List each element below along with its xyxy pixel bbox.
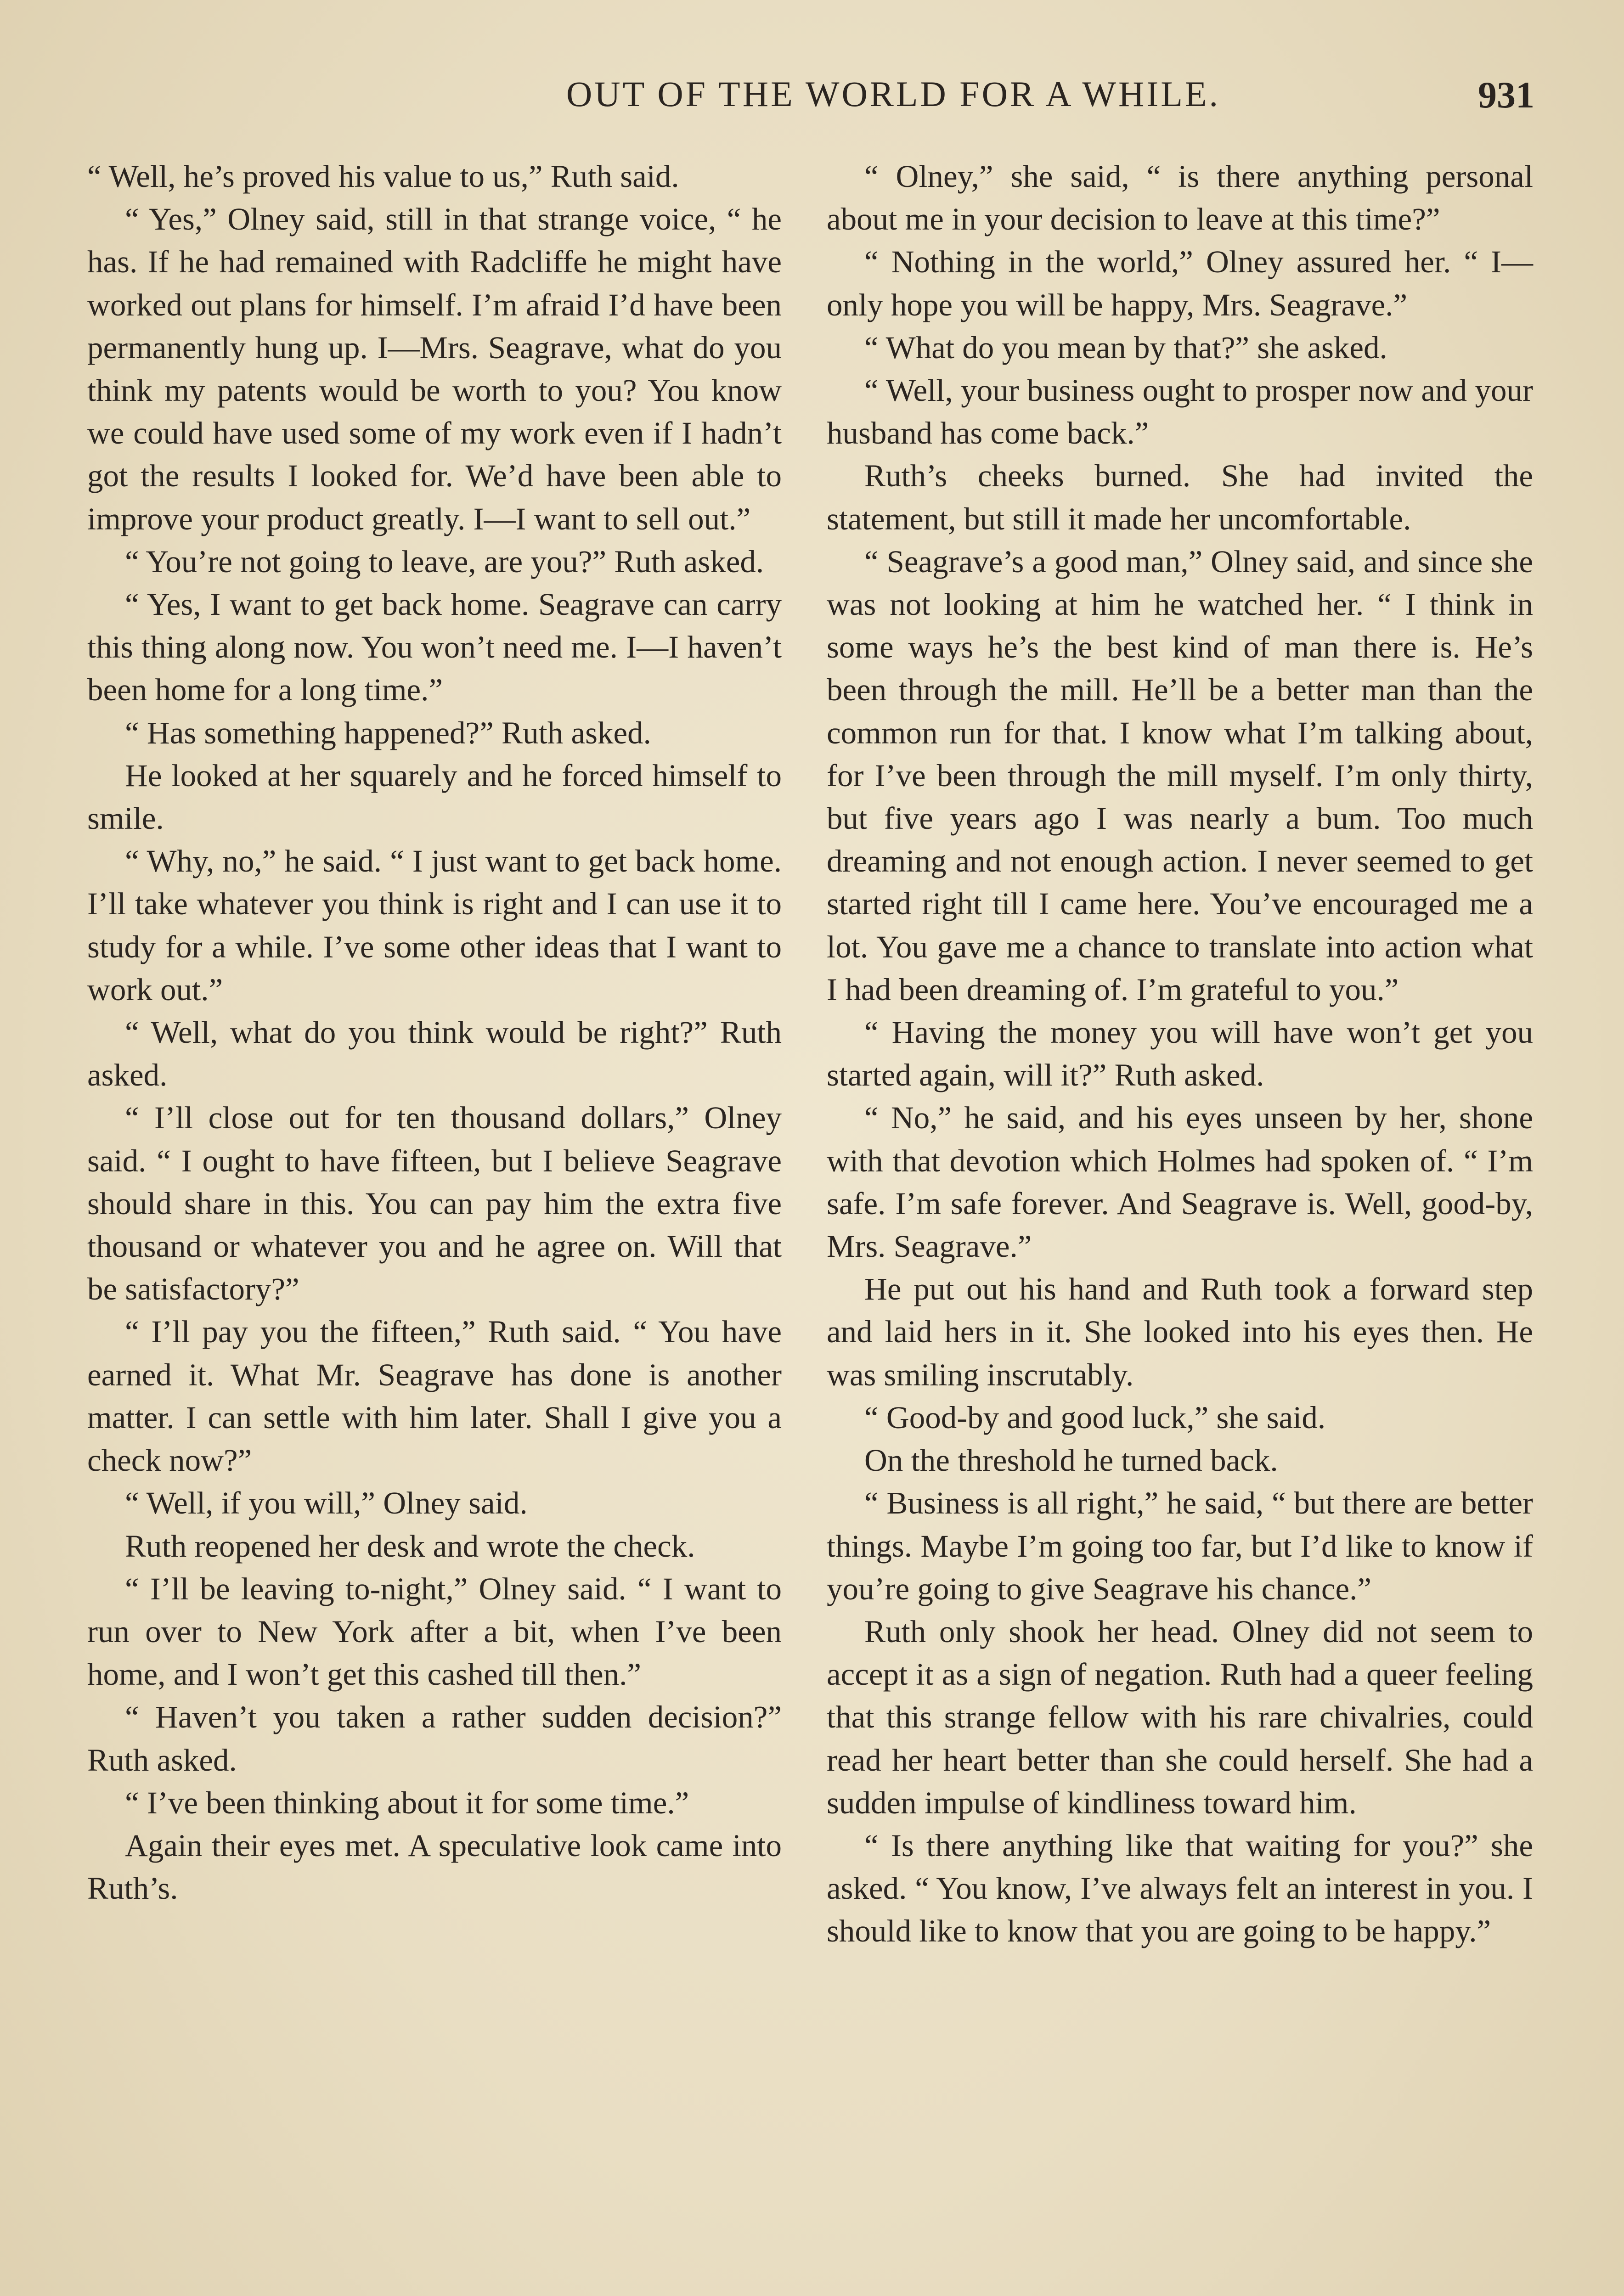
paragraph: “ What do you mean by that?” she asked. bbox=[864, 330, 1387, 365]
paragraph: “ Is there anything like that waiting for you?” she asked. “ You know, I’ve always felt an interest in you. I should like to know that you are going to be happy.” bbox=[827, 1828, 1533, 1949]
right-column bbox=[827, 155, 1533, 1953]
paragraph: “ Yes,” Olney said, still in that strange voice, “ he has. If he had remained with Radcliffe he might have worked out plans for himself. I’m afraid I’d have been permanently hung up. I—Mrs. Seagrave, what do you think my patents would be worth to you? You know we could have used some of my work even if I hadn’t got the results I looked for. We’d have been able to improve your product greatly. I—I want to sell out.” bbox=[87, 202, 782, 536]
paragraph: “ Has something happened?” Ruth asked. bbox=[125, 715, 651, 750]
paragraph: Again their eyes met. A speculative look came into Ruth’s. bbox=[87, 1828, 782, 1906]
paragraph: “ Having the money you will have won’t get you started again, will it?” Ruth asked. bbox=[827, 1015, 1533, 1093]
paragraph: “ Well, if you will,” Olney said. bbox=[125, 1486, 528, 1521]
paragraph: “ Well, what do you think would be right?” Ruth asked. bbox=[87, 1015, 782, 1093]
paragraph: “ No,” he said, and his eyes unseen by her, shone with that devotion which Holmes had spoken of. “ I’m safe. I’m safe forever. And Seagrave is. Well, good-by, Mrs. Seagrave.” bbox=[827, 1100, 1533, 1264]
paragraph: He looked at her squarely and he forced himself to smile. bbox=[87, 758, 782, 836]
paragraph: “ I’ve been thinking about it for some time.” bbox=[125, 1785, 689, 1820]
paragraph: “ Business is all right,” he said, “ but there are better things. Maybe I’m going too far, but I’d like to know if you’re going to give Seagrave his chance.” bbox=[827, 1486, 1533, 1606]
paragraph: “ Nothing in the world,” Olney assured her. “ I—only hope you will be happy, Mrs. Seagrave.” bbox=[827, 244, 1533, 322]
paragraph: “ Yes, I want to get back home. Seagrave can carry this thing along now. You won’t need me. I—I haven’t been home for a long time.” bbox=[87, 587, 782, 708]
paragraph: “ Good-by and good luck,” she said. bbox=[864, 1400, 1326, 1435]
paragraph: Ruth reopened her desk and wrote the check. bbox=[125, 1528, 695, 1564]
paragraph: “ Well, your business ought to prosper now and your husband has come back.” bbox=[827, 373, 1533, 451]
paragraph: Ruth only shook her head. Olney did not seem to accept it as a sign of negation. Ruth had a queer feeling that this strange fellow with his rare chivalries, could read her heart better than she could herself. She had a sudden impulse of kindliness toward him. bbox=[827, 1614, 1533, 1820]
paragraph: Ruth’s cheeks burned. She had invited the statement, but still it made her uncomfortable. bbox=[827, 458, 1533, 536]
paragraph: He put out his hand and Ruth took a forward step and laid hers in it. She looked into his eyes then. He was smiling inscrutably. bbox=[827, 1272, 1533, 1392]
running-title: OUT OF THE WORLD FOR A WHILE. bbox=[566, 74, 1221, 114]
paragraph: “ Why, no,” he said. “ I just want to get back home. I’ll take whatever you think is right and I can use it to study for a while. I’ve some other ideas that I want to work out.” bbox=[87, 844, 782, 1007]
paragraph: “ I’ll close out for ten thousand dollars,” Olney said. “ I ought to have fifteen, but I believe Seagrave should share in this. You can pay him the extra five thousand or whatever you and he agree on. Will that be satisfactory?” bbox=[87, 1100, 782, 1307]
paragraph: “ You’re not going to leave, are you?” Ruth asked. bbox=[125, 544, 764, 579]
paragraph: “ Seagrave’s a good man,” Olney said, and since she was not looking at him he watched her. “ I think in some ways he’s the best kind of man there is. He’s been through the mill. He’ll be a better man than the common run for that. I know what I’m talking about, for I’ve been through the mill myself. I’m only thirty, but five years ago I was nearly a bum. Too much dreaming and not enough action. I never seemed to get started right till I came here. You’ve encouraged me a lot. You gave me a chance to translate into action what I had been dreaming of. I’m grateful to you.” bbox=[827, 544, 1533, 1007]
paragraph: “ I’ll be leaving to-night,” Olney said. “ I want to run over to New York after a bit, when I’ve been home, and I won’t get this cashed till then.” bbox=[87, 1571, 782, 1692]
page-number: 931 bbox=[1478, 74, 1534, 116]
paragraph: “ I’ll pay you the fifteen,” Ruth said. “ You have earned it. What Mr. Seagrave has done is another matter. I can settle with him later. Shall I give you a check now?” bbox=[87, 1314, 782, 1478]
paragraph: “ Olney,” she said, “ is there anything personal about me in your decision to leave at this time?” bbox=[827, 159, 1533, 237]
paragraph: On the threshold he turned back. bbox=[864, 1443, 1278, 1478]
left-column bbox=[87, 155, 782, 1910]
paragraph: “ Well, he’s proved his value to us,” Ruth said. bbox=[87, 159, 679, 194]
paragraph: “ Haven’t you taken a rather sudden decision?” Ruth asked. bbox=[87, 1699, 782, 1778]
